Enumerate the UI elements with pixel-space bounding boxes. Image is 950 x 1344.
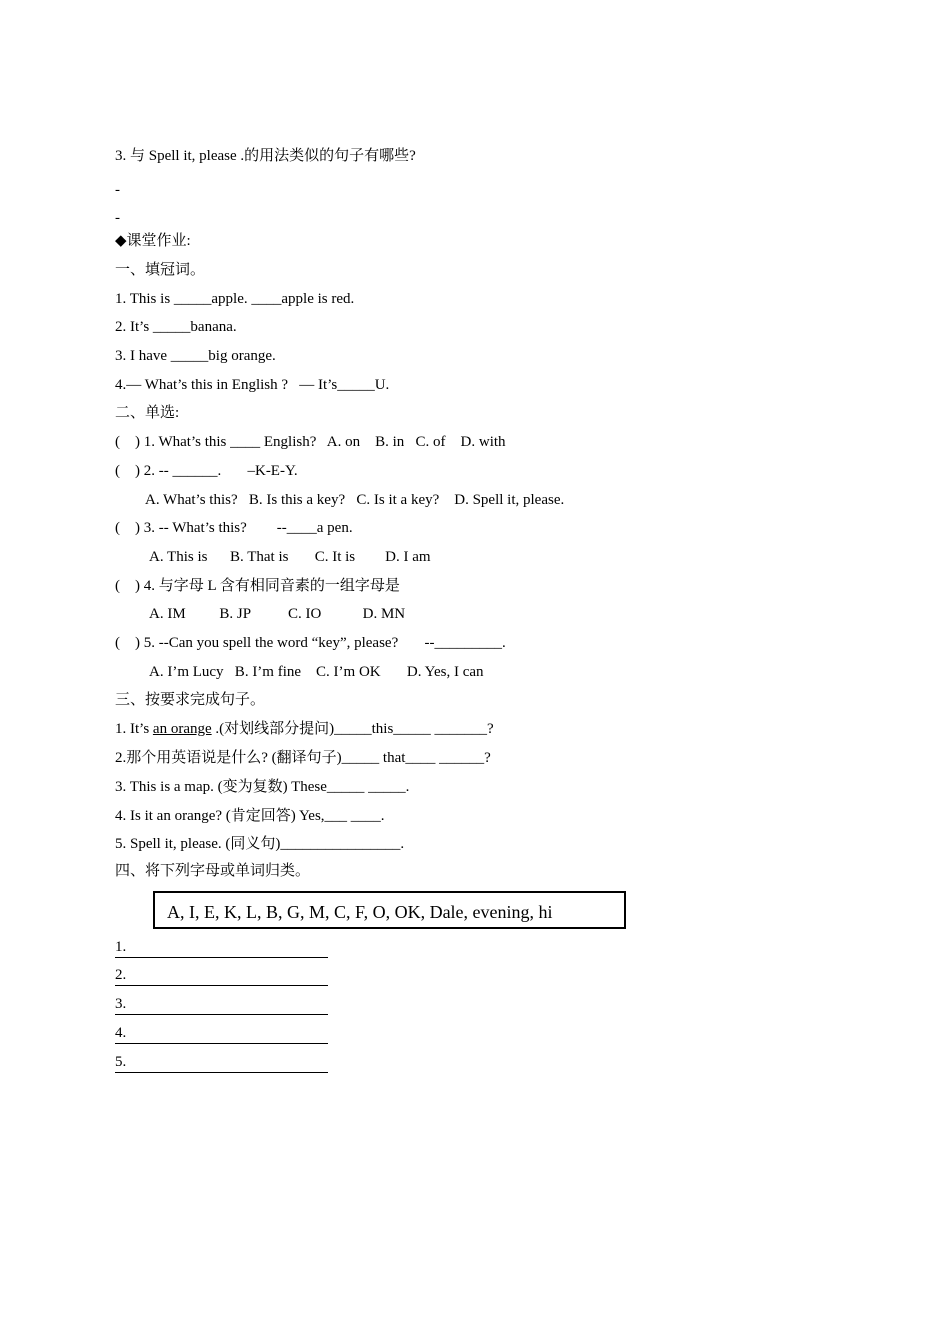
section3-item-5: 5. Spell it, please. (同义句)________________. xyxy=(115,836,405,852)
section3-item-4: 4. Is it an orange? (肯定回答) Yes,___ ____. xyxy=(115,808,385,824)
blank-line-dash: - xyxy=(115,210,120,226)
choice-question-5: ( ) 5. --Can you spell the word “key”, please? --_________. xyxy=(115,635,506,651)
choice-options-3: A. This is B. That is C. It is D. I am xyxy=(149,549,431,565)
choice-question-3: ( ) 3. -- What’s this? --____a pen. xyxy=(115,520,353,536)
choice-options-2: A. What’s this? B. Is this a key? C. Is it a key? D. Spell it, please. xyxy=(145,492,565,508)
word-bank: A, I, E, K, L, B, G, M, C, F, O, OK, Dale, evening, hi xyxy=(167,902,553,922)
choice-options-4: A. IM B. JP C. IO D. MN xyxy=(149,606,406,622)
item1-suffix: .(对划线部分提问)_____this_____ _______? xyxy=(211,721,494,737)
section1-title: 一、填冠词。 xyxy=(115,262,206,278)
section2-title: 二、单选: xyxy=(115,405,180,421)
section1-item: 3. I have _____big orange. xyxy=(115,348,276,364)
choice-question-2: ( ) 2. -- ______. –K-E-Y. xyxy=(115,463,298,479)
choice-question-4: ( ) 4. 与字母 L 含有相同音素的一组字母是 xyxy=(115,578,400,594)
word-bank-box xyxy=(153,891,626,929)
answer-line-5: 5. xyxy=(115,1053,328,1073)
choice-options-5: A. I’m Lucy B. I’m fine C. I’m OK D. Yes, I can xyxy=(149,664,484,680)
section3-item-3: 3. This is a map. (变为复数) These_____ _____. xyxy=(115,779,410,795)
section4-title: 四、将下列字母或单词归类。 xyxy=(115,863,311,879)
answer-line-1: 1. xyxy=(115,938,328,958)
intro-question: 3. 与 Spell it, please .的用法类似的句子有哪些? xyxy=(115,148,416,164)
section3-item-1 xyxy=(115,719,494,739)
section1-item: 4.— What’s this in English ? — It’s_____U. xyxy=(115,377,390,393)
answer-line-4: 4. xyxy=(115,1024,328,1044)
answer-line-2: 2. xyxy=(115,966,328,986)
choice-question-1: ( ) 1. What’s this ____ English? A. on B. in C. of D. with xyxy=(115,434,506,450)
item1-prefix: 1. It’s xyxy=(115,721,153,737)
section1-item: 1. This is _____apple. ____apple is red. xyxy=(115,291,355,307)
classwork-title: ◆课堂作业: xyxy=(115,233,191,249)
blank-line-dash: - xyxy=(115,182,120,198)
section3-item-2: 2.那个用英语说是什么? (翻译句子)_____ that____ ______? xyxy=(115,750,491,766)
section1-item: 2. It’s _____banana. xyxy=(115,319,237,335)
section3-title: 三、按要求完成句子。 xyxy=(115,692,266,708)
underlined-phrase: an orange xyxy=(152,721,212,737)
answer-line-3: 3. xyxy=(115,995,328,1015)
